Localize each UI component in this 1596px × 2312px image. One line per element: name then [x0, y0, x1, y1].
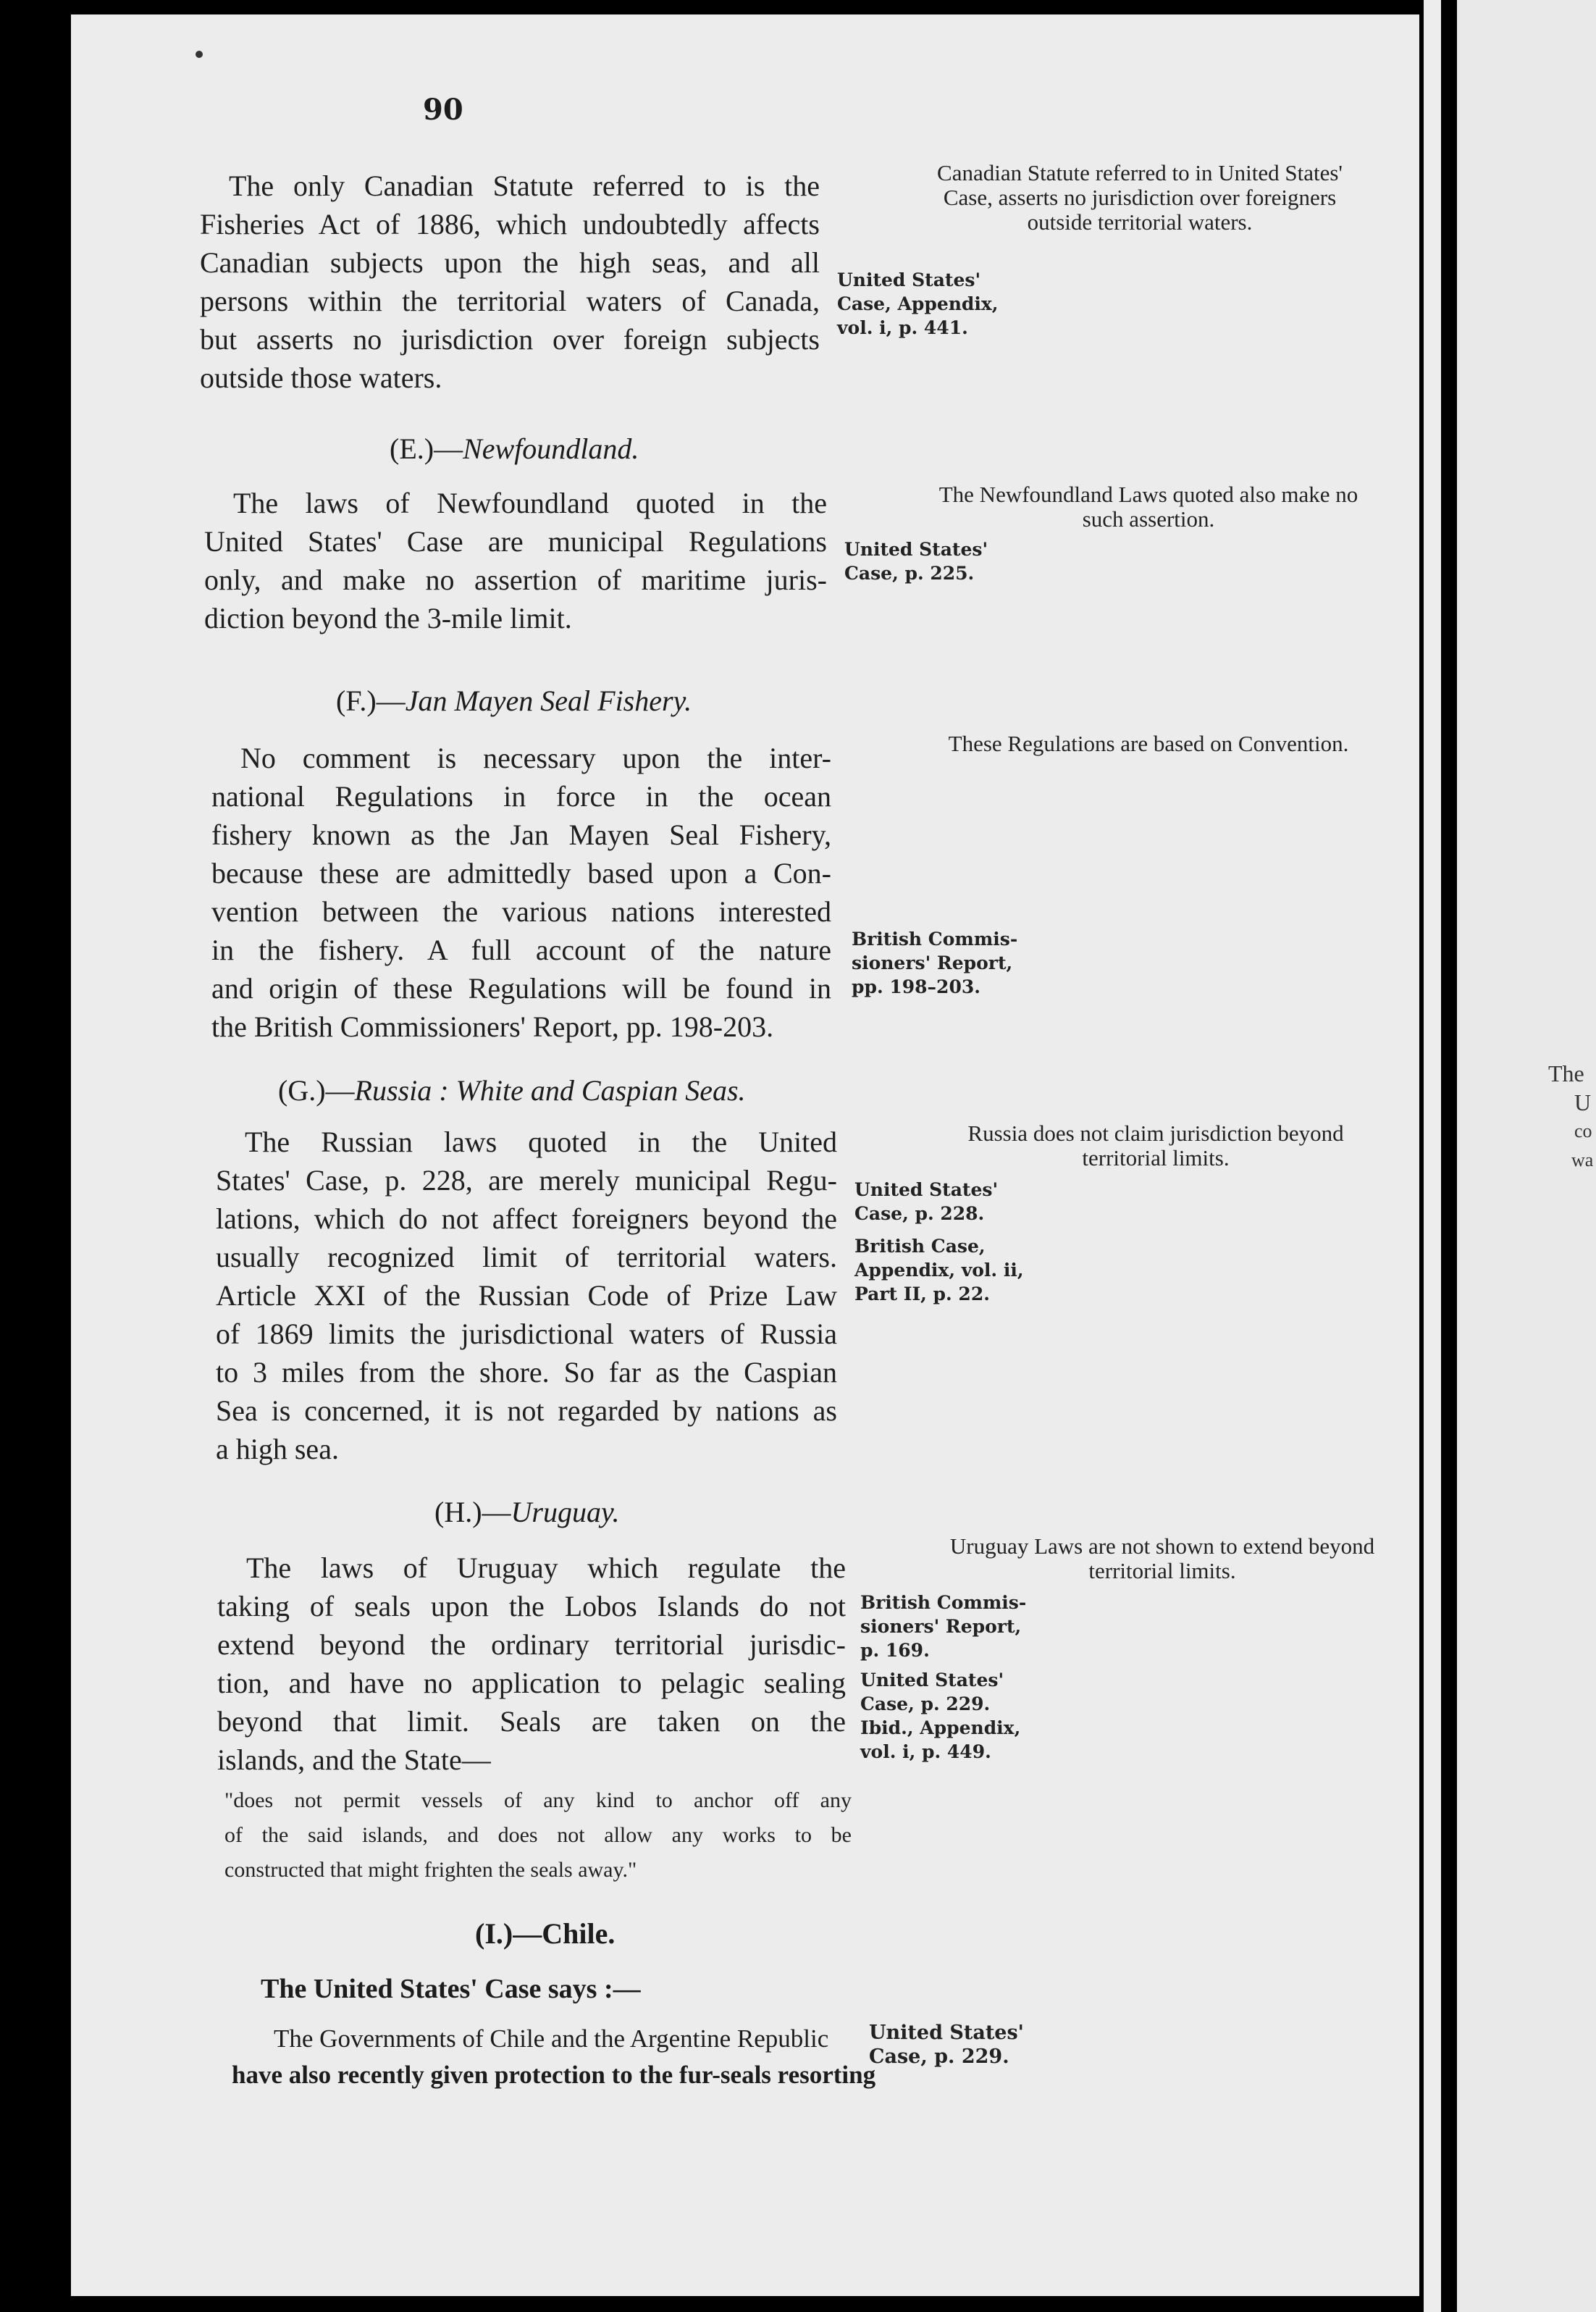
reference-line: Part II, p. 22.	[854, 1283, 990, 1304]
text-line: islands, and the State—	[217, 1743, 491, 1776]
text-line: of 1869 limits the jurisdictional waters of Russia	[216, 1318, 837, 1350]
text-line: usually recognized limit of territorial waters.	[216, 1241, 837, 1273]
uruguay-paragraph	[217, 1549, 846, 1779]
page-number: 90	[423, 93, 463, 127]
section-heading-uruguay	[434, 1495, 620, 1529]
side-note: Uruguay Laws are not shown to extend beyond territorial limits.	[949, 1533, 1375, 1583]
text-line: The laws of Uruguay which regulate the	[246, 1551, 846, 1584]
text-line: The Governments of Chile and the Argentine Republic	[274, 2024, 829, 2053]
reference-line: Appendix, vol. ii,	[854, 1260, 1024, 1281]
reference-line: pp. 198–203.	[852, 976, 980, 997]
fragment-line: The	[1548, 1060, 1584, 1086]
text-line: fishery known as the Jan Mayen Seal Fishery,	[211, 818, 831, 851]
ink-speck	[196, 51, 203, 58]
text-line: to 3 miles from the shore. So far as the Caspian	[216, 1356, 837, 1389]
text-line: vention between the various nations interested	[211, 895, 831, 928]
text-line: in the fishery. A full account of the nature	[211, 934, 831, 966]
side-note: These Regulations are based on Convention.	[948, 731, 1349, 756]
quote-line: of the said islands, and does not allow any works to be	[224, 1823, 852, 1847]
text-line: only, and make no assertion of maritime juris-	[204, 564, 827, 596]
text-line: The Russian laws quoted in the United	[245, 1126, 837, 1158]
text-line: No comment is necessary upon the inter-	[240, 742, 831, 774]
text-line: and origin of these Regulations will be found in	[211, 972, 831, 1005]
reference-line: Case, p. 229.	[860, 1693, 991, 1714]
reference-line: British Case,	[854, 1236, 986, 1257]
reference-line: United States'	[854, 1179, 999, 1200]
text-line: Sea is concerned, it is not regarded by nations as	[216, 1394, 837, 1427]
reference-line: United States'	[844, 539, 988, 560]
text-line: taking of seals upon the Lobos Islands do not	[217, 1590, 846, 1622]
reference-note	[852, 927, 1017, 999]
reference-line: British Commis-	[860, 1592, 1027, 1613]
reference-line: sioners' Report,	[860, 1616, 1022, 1637]
text-line: extend beyond the ordinary territorial jurisdic-	[217, 1628, 846, 1661]
newfoundland-paragraph	[204, 484, 827, 637]
text-line: The laws of Newfoundland quoted in the	[233, 487, 827, 519]
fragment-line: U	[1574, 1089, 1592, 1115]
section-heading-russia	[278, 1073, 746, 1107]
reference-line: sioners' Report,	[852, 952, 1013, 973]
reference-line: Case, p. 225.	[844, 563, 975, 584]
chile-quote	[232, 2021, 876, 2093]
case-intro-line: The United States' Case says :—	[261, 1974, 641, 2004]
text-line: but asserts no jurisdiction over foreign subjects	[200, 323, 820, 356]
text-line: national Regulations in force in the ocean	[211, 780, 831, 813]
adjacent-page-text	[1548, 1059, 1593, 1175]
russia-paragraph	[216, 1123, 837, 1468]
text-line: outside those waters.	[200, 361, 442, 394]
quote-line: constructed that might frighten the seals away."	[224, 1858, 637, 1882]
reference-line: vol. i, p. 449.	[860, 1741, 991, 1762]
reference-note	[854, 1178, 1024, 1306]
reference-line: British Commis-	[852, 929, 1018, 950]
text-line: have also recently given protection to the fur-seals resorting	[232, 2061, 876, 2089]
side-note: The Newfoundland Laws quoted also make no such assertion.	[938, 482, 1358, 532]
heading-label: (G.)—	[278, 1074, 355, 1107]
heading-title: Russia : White and Caspian Seas.	[354, 1074, 746, 1107]
fragment-line: wa	[1571, 1149, 1594, 1170]
text-line: United States' Case are municipal Regulations	[204, 525, 827, 558]
intro-paragraph	[200, 167, 820, 397]
side-note: Canadian Statute referred to in United States' Case, asserts no jurisdiction over foreigners outside territorial waters.	[937, 160, 1343, 235]
quote-line: "does not permit vessels of any kind to anchor off any	[224, 1788, 852, 1812]
reference-line: United States'	[869, 2022, 1024, 2044]
reference-line: Case, p. 229.	[869, 2045, 1009, 2068]
text-line: The only Canadian Statute referred to is the	[229, 169, 820, 202]
reference-note	[844, 537, 988, 585]
reference-line: Case, Appendix,	[837, 293, 999, 314]
section-heading-jan-mayen	[336, 684, 692, 718]
text-line: tion, and have no application to pelagic sealing	[217, 1667, 846, 1699]
text-line: Canadian subjects upon the high seas, and all	[200, 246, 820, 279]
heading-title: Jan Mayen Seal Fishery.	[405, 684, 692, 717]
text-line: States' Case, p. 228, are merely municipal Regu-	[216, 1164, 837, 1197]
text-line: because these are admittedly based upon a Con-	[211, 857, 831, 889]
reference-line: Ibid., Appendix,	[860, 1717, 1021, 1738]
reference-note	[869, 2021, 1024, 2069]
heading-title: Newfoundland.	[463, 432, 639, 465]
side-note: Russia does not claim jurisdiction beyond territorial limits.	[967, 1121, 1344, 1170]
heading-label: (E.)—	[390, 432, 463, 465]
text-line: persons within the territorial waters of Canada,	[200, 285, 820, 317]
section-heading-chile: (I.)—Chile.	[475, 1917, 616, 1950]
text-line: Fisheries Act of 1886, which undoubtedly affects	[200, 208, 820, 240]
reference-line: p. 169.	[860, 1640, 930, 1661]
heading-title: Uruguay.	[511, 1496, 620, 1528]
block-quote	[224, 1783, 852, 1888]
reference-line: vol. i, p. 441.	[837, 317, 968, 338]
page-edge	[1424, 0, 1441, 2312]
text-line: lations, which do not affect foreigners beyond the	[216, 1202, 837, 1235]
reference-note	[860, 1591, 1026, 1764]
heading-label: (F.)—	[336, 684, 406, 717]
heading-label: (H.)—	[434, 1496, 511, 1528]
text-line: diction beyond the 3-mile limit.	[204, 602, 572, 634]
reference-line: Case, p. 228.	[854, 1203, 985, 1224]
jan-mayen-paragraph	[211, 739, 831, 1046]
reference-note	[837, 268, 999, 340]
fragment-line: co	[1574, 1121, 1592, 1142]
text-line: the British Commissioners' Report, pp. 198-203.	[211, 1010, 774, 1043]
reference-line: United States'	[860, 1670, 1004, 1691]
section-heading-newfoundland	[390, 432, 639, 466]
text-line: beyond that limit. Seals are taken on the	[217, 1705, 846, 1738]
text-line: Article XXI of the Russian Code of Prize Law	[216, 1279, 837, 1312]
reference-line: United States'	[837, 269, 981, 290]
text-line: a high sea.	[216, 1433, 339, 1465]
